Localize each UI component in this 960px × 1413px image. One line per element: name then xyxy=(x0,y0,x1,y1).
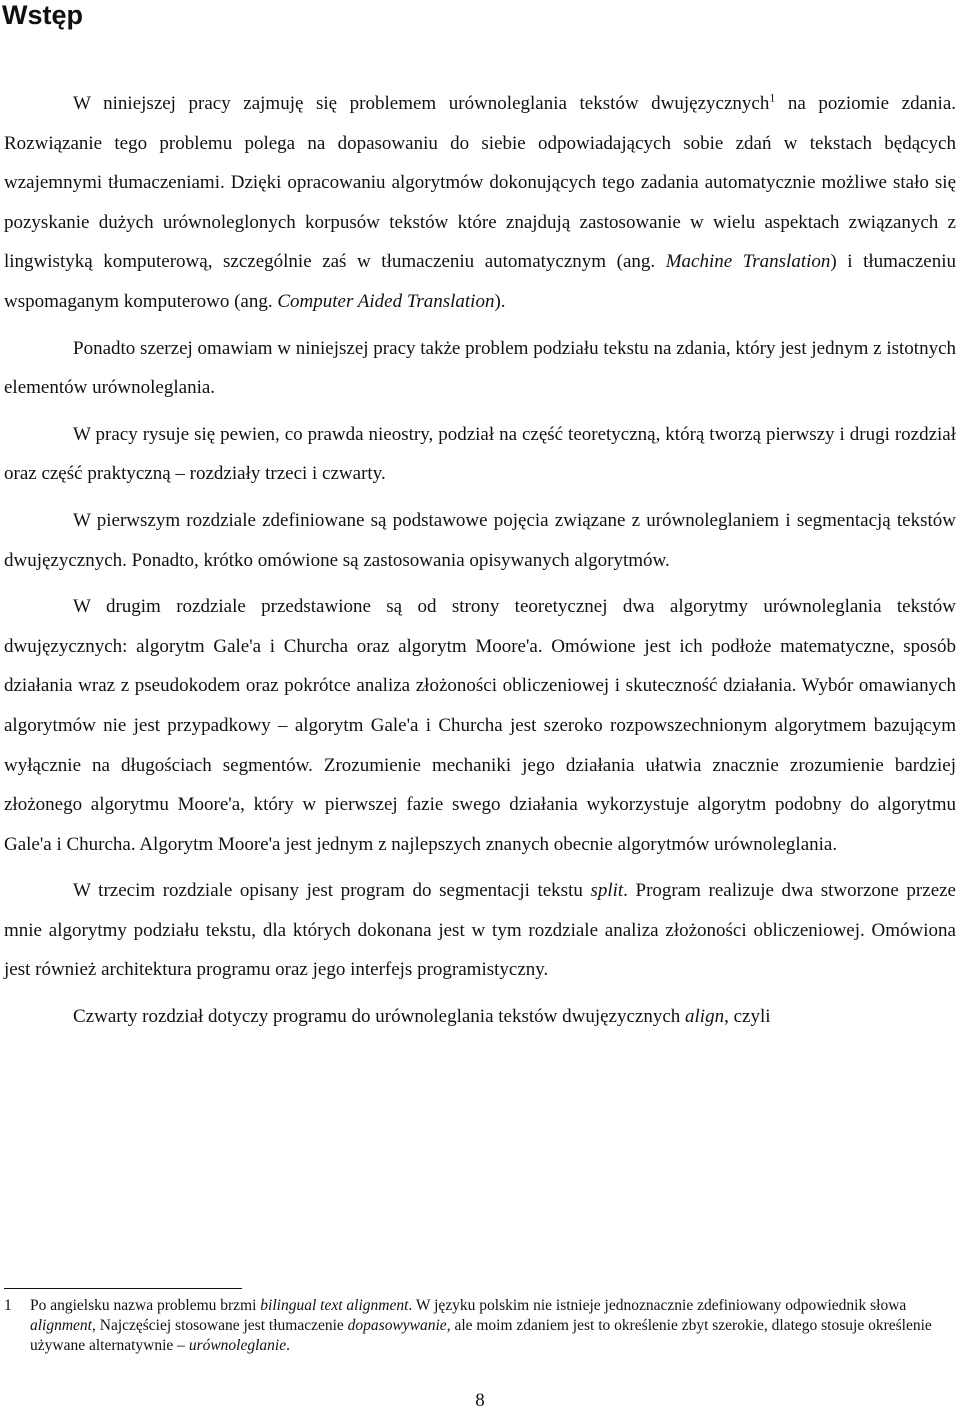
footnote-number: 1 xyxy=(4,1297,12,1314)
footnote-separator xyxy=(4,1288,242,1289)
page-number: 8 xyxy=(475,1390,485,1411)
text-run: . W języku polskim nie istnieje jednoznacznie zdefiniowany odpowiednik słowa xyxy=(408,1297,907,1314)
paragraph-structure: W pracy rysuje się pewien, co prawda nieostry, podział na część teoretyczną, którą tworzą pierwszy i drugi rozdział oraz część praktyczną – rozdziały trzeci i czwarty. xyxy=(4,423,956,485)
text-run: , ale moim zdaniem jest to określenie zbyt szerokie, dlatego stosuje określenie używane alternatywnie – xyxy=(30,1317,932,1354)
body-text xyxy=(4,84,956,1044)
footnote xyxy=(4,1296,934,1356)
italic-term: align xyxy=(685,1006,725,1028)
text-run: ). xyxy=(494,290,506,312)
section-heading: Wstęp xyxy=(2,0,83,30)
paragraph-segmentation: Ponadto szerzej omawiam w niniejszej pracy także problem podziału tekstu na zdania, który jest jednym z istotnych elementów urównoleglania. xyxy=(4,337,956,399)
paragraph-chapter-2: W drugim rozdziale przedstawione są od strony teoretycznej dwa algorytmy urównoleglania tekstów dwujęzycznych: algorytm Gale'a i Churcha oraz algorytm Moore'a. Omówione jest ich podłoże matematyczne, sposób działania wraz z pseudokodem oraz pokrótce analiza złożoności obliczeniowej i skuteczność działania. Wybór omawianych algorytmów nie jest przypadkowy – algorytm Gale'a i Churcha jest szeroko rozpowszechnionym algorytmem bazującym wyłącznie na długościach segmentów. Zrozumienie mechaniki jego działania ułatwia znacznie zrozumienie bardziej złożonego algorytmu Moore'a, który w pierwszej fazie swego działania wykorzystuje algorytm podobny do algorytmu Gale'a i Churcha. Algorytm Moore'a jest jednym z najlepszych znanych obecnie algorytmów urównoleglania. xyxy=(4,596,956,855)
text-run: ) i tłumaczeniu wspomaganym komputerowo (ang. xyxy=(4,251,956,312)
text-run: . Program realizuje dwa stworzone przeze mnie algorytmy podziału tekstu, dla których dokonana jest w tym rozdziale analiza złożoności obliczeniowej. Omówiona jest również architektura programu oraz jego interfejs programistyczny. xyxy=(4,880,956,981)
italic-term: urównoleglanie xyxy=(188,1337,287,1354)
italic-term: alignment xyxy=(30,1317,92,1334)
italic-term: Machine Translation xyxy=(665,251,831,273)
footnote-ref[interactable]: 1 xyxy=(769,90,776,105)
paragraph-chapter-4 xyxy=(4,997,956,1037)
text-run: , czyli xyxy=(724,1006,771,1028)
text-run: . xyxy=(286,1337,290,1354)
paragraph-intro xyxy=(4,84,956,322)
text-run: W niniejszej pracy zajmuję się problemem urównoleglania tekstów dwujęzycznych xyxy=(73,93,770,114)
paragraph-chapter-1: W pierwszym rozdziale zdefiniowane są podstawowe pojęcia związane z urównoleglaniem i segmentacją tekstów dwujęzycznych. Ponadto, krótko omówione są zastosowania opisywanych algorytmów. xyxy=(4,509,956,571)
footnote-text xyxy=(30,1296,934,1356)
italic-term: dopasowywanie xyxy=(347,1317,447,1334)
italic-term: bilingual text alignment xyxy=(260,1297,409,1314)
italic-term: split xyxy=(590,880,624,902)
paragraph-chapter-3 xyxy=(4,871,956,990)
text-run: , Najczęściej stosowane jest tłumaczenie xyxy=(92,1317,348,1334)
text-run: Po angielsku nazwa problemu brzmi xyxy=(30,1297,261,1314)
italic-term: Computer Aided Translation xyxy=(277,290,495,312)
text-run: Czwarty rozdział dotyczy programu do urównoleglania tekstów dwujęzycznych xyxy=(73,1006,686,1028)
text-run: na poziomie zdania. Rozwiązanie tego problemu polega na dopasowaniu do siebie odpowiadających sobie zdań w tekstach będących wzajemnymi tłumaczeniami. Dzięki opracowaniu algorytmów dokonujących tego zadania automatycznie możliwe stało się pozyskanie dużych urównoleglonych korpusów tekstów które znajdują zastosowanie w wielu aspektach związanych z lingwistyką komputerową, szczególnie zaś w tłumaczeniu automatycznym (ang. xyxy=(4,93,956,273)
text-run: W trzecim rozdziale opisany jest program do segmentacji tekstu xyxy=(73,880,591,902)
